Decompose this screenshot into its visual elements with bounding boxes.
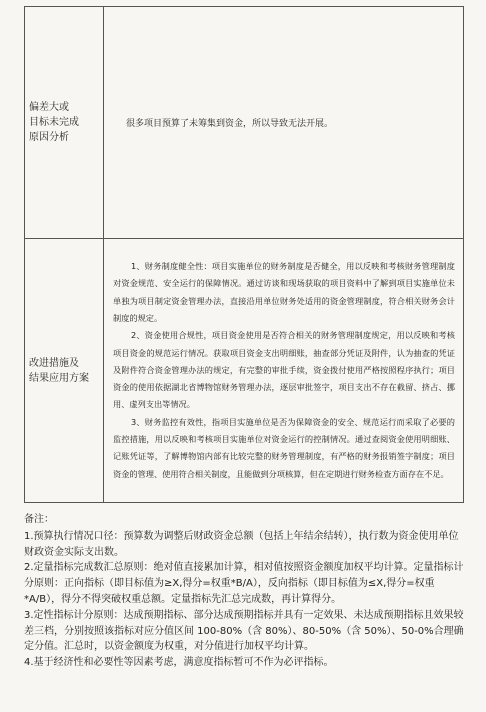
measures-label-line: 改进措施及 <box>29 357 79 369</box>
measures-label-cell <box>25 239 104 503</box>
deviation-label-line: 偏差大或 <box>29 102 69 113</box>
deviation-label-cell <box>25 7 104 239</box>
deviation-analysis-text: 很多项目预算了未筹集到资金，所以导致无法开展。 <box>104 7 464 239</box>
measures-label-line: 结果应用方案 <box>29 372 89 384</box>
deviation-row <box>25 7 464 239</box>
deviation-label-line: 目标未完成 <box>29 117 79 128</box>
deviation-label-line: 原因分析 <box>29 132 69 143</box>
note-item: 4.基于经济性和必要性等因素考虑，满意度指标暂可不作为必评指标。 <box>24 657 334 669</box>
measure-paragraph: 1、财务制度健全性：项目实施单位的财务制度是否健全，用以反映和考核财务管理制度对资金规范、安全运行的保障情况。通过访谈和现场获取的项目资料中了解到项目实施单位未单独为项目制定资金管理办法，直接沿用单位财务处适用的资金管理制度，符合相关财务会计制度的规定。 <box>113 261 455 323</box>
evaluation-table <box>24 6 464 503</box>
notes-section <box>24 512 464 671</box>
note-item: 2.定量指标完成数汇总原则：绝对值直接累加计算，相对值按照资金额度加权平均计算。定量指标计分原则：正向指标（即目标值为≥X,得分=权重*B/A），反向指标（即目标值为≤X,得分=权重*A/B），得分不得突破权重总额。定量指标先汇总完成数，再计算得分。 <box>24 562 464 605</box>
note-item: 1.预算执行情况口径：预算数为调整后财政资金总额（包括上年结余结转），执行数为资金使用单位财政资金实际支出数。 <box>24 530 459 558</box>
measure-paragraph: 2、资金使用合规性，项目资金使用是否符合相关的财务管理制度规定，用以反映和考核项目资金的规范运行情况。获取项目资金支出明细账，抽查部分凭证及附件，认为抽查的凭证及附件符合资金管理办法的规定，有完整的审批手续，资金拨付使用严格按照程序执行；项目资金的使用依据湖北省博物馆财务管理办法，逐层审批签字，项目支出不存在截留、挤占、挪用、虚列支出等情况。 <box>113 330 455 410</box>
measure-paragraph: 3、财务监控有效性，指项目实施单位是否为保障资金的安全、规范运行而采取了必要的监控措施，用以反映和考核项目实施单位对资金运行的控制情况。通过查阅资金使用明细账、记账凭证等，了解博物馆内部有比较完整的财务管理制度，有严格的财务报销签字制度；项目资金的管理、使用符合相关制度，且能做到分项核算，但在定期进行财务检查方面存在不足。 <box>113 416 455 479</box>
note-item: 3.定性指标计分原则：达成预期指标、部分达成预期指标并具有一定效果、未达成预期指标且效果较差三档，分别按照该指标对应分值区间 100-80%（含 80%）、80-50%（含 50%）、50-0%合理确定分值。汇总时，以资金额度为权重，对分值进行加权平均计算。 <box>24 609 464 653</box>
measures-content-cell <box>104 239 464 503</box>
notes-title: 备注： <box>24 514 54 525</box>
measures-row <box>25 239 464 503</box>
